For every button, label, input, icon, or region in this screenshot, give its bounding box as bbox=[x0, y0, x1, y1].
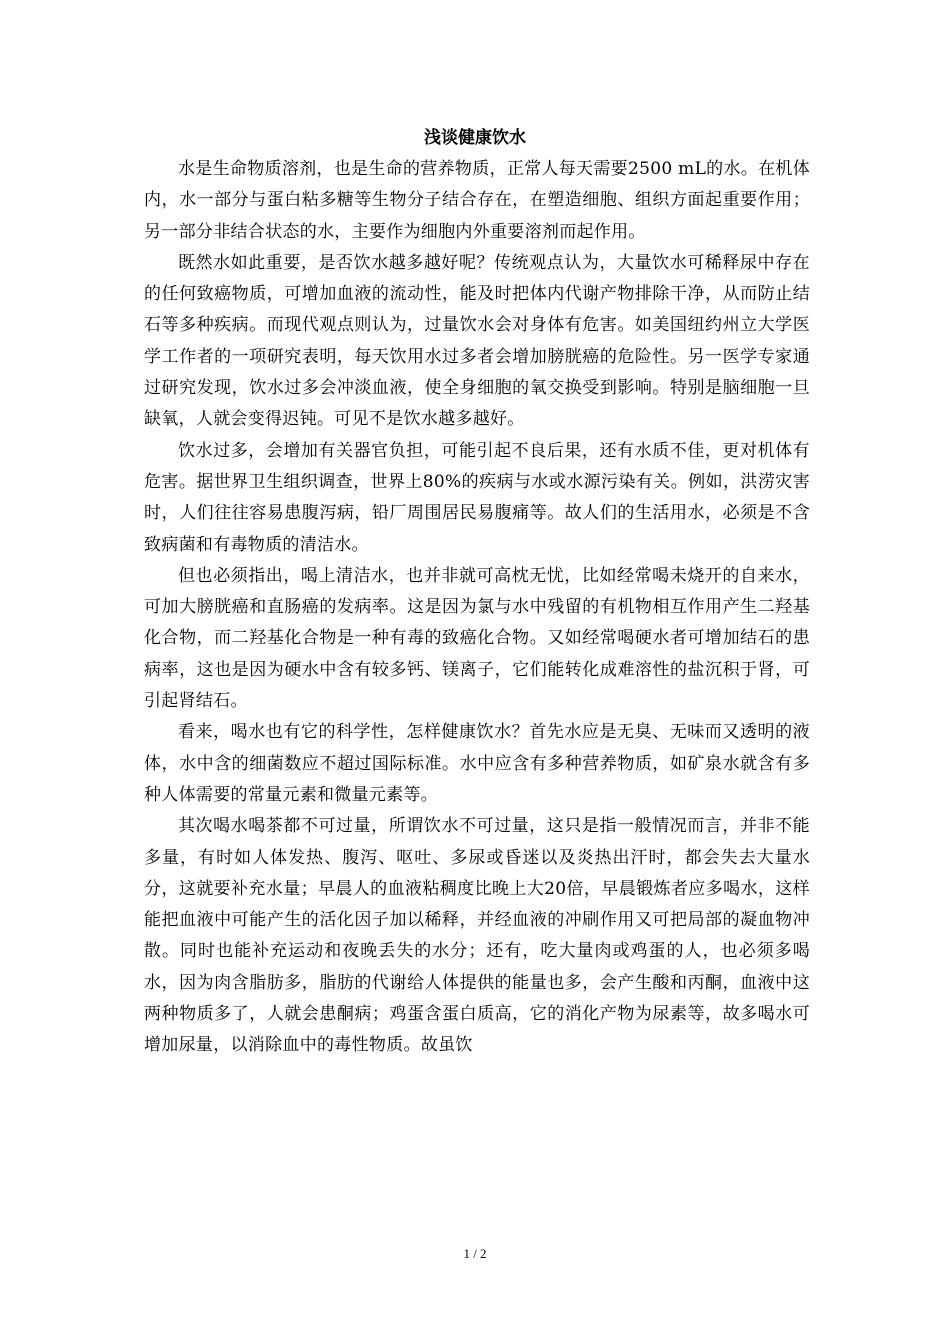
paragraph-6: 其次喝水喝茶都不可过量，所谓饮水不可过量，这只是指一般情况而言，并非不能多量，有时如人体发热、腹泻、呕吐、多尿或昏迷以及炎热出汗时，都会失去大量水分，这就要补充水量；早晨人的血液粘稠度比晚上大20倍，早晨锻炼者应多喝水，这样能把血液中可能产生的活化因子加以稀释，并经血液的冲刷作用又可把局部的凝血物冲散。同时也能补充运动和夜晚丢失的水分；还有，吃大量肉或鸡蛋的人，也必须多喝水，因为肉含脂肪多，脂肪的代谢给人体提供的能量也多，会产生酸和丙酮，血液中这两种物质多了，人就会患酮病；鸡蛋含蛋白质高，它的消化产物为尿素等，故多喝水可增加尿量，以消除血中的毒性物质。故虽饮 bbox=[144, 816, 810, 1056]
paragraph-5: 看来，喝水也有它的科学性，怎样健康饮水？首先水应是无臭、无味而又透明的液体，水中含的细菌数应不超过国际标准。水中应含有多种营养物质，如矿泉水就含有多种人体需要的常量元素和微量元素等。 bbox=[144, 722, 810, 805]
paragraph-2: 既然水如此重要，是否饮水越多越好呢？传统观点认为，大量饮水可稀释尿中存在的任何致癌物质，可增加血液的流动性，能及时把体内代谢产物排除干净，从而防止结石等多种疾病。而现代观点则认为，过量饮水会对身体有危害。如美国纽约州立大学医学工作者的一项研究表明，每天饮用水过多者会增加膀胱癌的危险性。另一医学专家通过研究发现，饮水过多会冲淡血液，使全身细胞的氧交换受到影响。特别是脑细胞一旦缺氧，人就会变得迟钝。可见不是饮水越多越好。 bbox=[144, 252, 810, 430]
document-body bbox=[144, 154, 810, 1062]
paragraph-3: 饮水过多，会增加有关器官负担，可能引起不良后果，还有水质不佳，更对机体有危害。据世界卫生组织调查，世界上80%的疾病与水或水源污染有关。例如，洪涝灾害时，人们往往容易患腹泻病，铅厂周围居民易腹痛等。故人们的生活用水，必须是不含致病菌和有毒物质的清洁水。 bbox=[144, 440, 810, 555]
paragraph-4: 但也必须指出，喝上清洁水，也并非就可高枕无忧，比如经常喝未烧开的自来水，可加大膀胱癌和直肠癌的发病率。这是因为氯与水中残留的有机物相互作用产生二羟基化合物，而二羟基化合物是一种有毒的致癌化合物。又如经常喝硬水者可增加结石的患病率，这也是因为硬水中含有较多钙、镁离子，它们能转化成难溶性的盐沉积于肾，可引起肾结石。 bbox=[144, 565, 810, 712]
paragraph-1: 水是生命物质溶剂，也是生命的营养物质，正常人每天需要2500 mL的水。在机体内，水一部分与蛋白粘多糖等生物分子结合存在，在塑造细胞、组织方面起重要作用；另一部分非结合状态的水，主要作为细胞内外重要溶剂而起作用。 bbox=[144, 159, 810, 242]
page-number: 1 / 2 bbox=[463, 1246, 487, 1261]
document-title: 浅谈健康饮水 bbox=[424, 128, 526, 148]
